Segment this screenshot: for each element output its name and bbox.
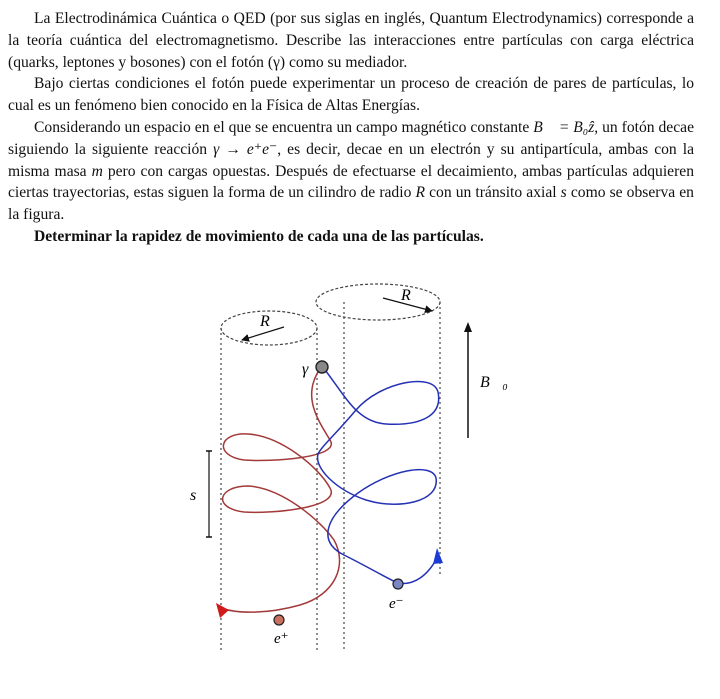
setup-text-f: como se observa en la figura.: [8, 184, 694, 224]
positron-label: e⁺: [274, 631, 289, 647]
setup-text-b: , un fotón decae siguiendo la siguiente reacción: [8, 118, 694, 158]
magnetic-field: [464, 322, 508, 438]
transit-symbol: s: [560, 184, 567, 202]
positron-arrowhead: [216, 603, 229, 618]
electron-trajectory: [318, 366, 439, 583]
setup-text-e: con un tránsito axial: [425, 184, 561, 202]
field-label: B⃗₀: [480, 374, 508, 391]
task-statement: Determinar la rapidez de movimiento de cada una de las partículas.: [34, 227, 484, 245]
electron-arrowhead: [433, 548, 443, 564]
positron-particle: [274, 615, 284, 625]
setup-text-a: Considerando un espacio en el que se encuentra un campo magnético constante: [34, 118, 534, 136]
paragraph-pair-creation: Bajo ciertas condiciones el fotón puede experimentar un proceso de creación de pares de partículas, lo cual es un fenómeno bien conocido en la Física de Altas Energías.: [8, 75, 694, 115]
transit-label: s: [190, 487, 197, 504]
paragraph-qed: La Electrodinámica Cuántica o QED (por sus siglas en inglés, Quantum Electrodynamics) corresponde a la teoría cuántica del electromagnetismo. Describe las interacciones entre partículas con carga eléctrica (quarks, leptones y bosones) con el fotón (γ) como su mediador.: [8, 10, 694, 71]
electron-particle: [393, 579, 403, 589]
setup-text-c: , es decir, decae en un electrón y su antipartícula, ambas con la misma masa: [8, 140, 695, 180]
field-expression: B⃗ = B₀ẑ: [533, 118, 595, 136]
photon-decay-point: [316, 361, 328, 373]
field-arrowhead: [464, 322, 472, 332]
electron-label: e⁻: [389, 596, 404, 612]
electron-cylinder: [316, 284, 440, 650]
positron-trajectory: [221, 366, 340, 612]
electron-cylinder-top: [316, 284, 440, 320]
photon-label: γ: [302, 361, 309, 378]
radius-symbol: R: [415, 184, 425, 202]
setup-text-d: pero con cargas opuestas. Después de efectuarse el decaimiento, ambas partículas adquieren ciertas trayectorias, estas siguen la forma de un cilindro de radio: [8, 162, 695, 202]
radius-label-left: R: [260, 313, 270, 330]
axial-transit-marker: [190, 451, 212, 537]
reaction-expression: γ → e⁺e⁻: [213, 140, 278, 158]
radius-label-right: R: [401, 287, 411, 304]
mass-symbol: m: [91, 162, 103, 180]
